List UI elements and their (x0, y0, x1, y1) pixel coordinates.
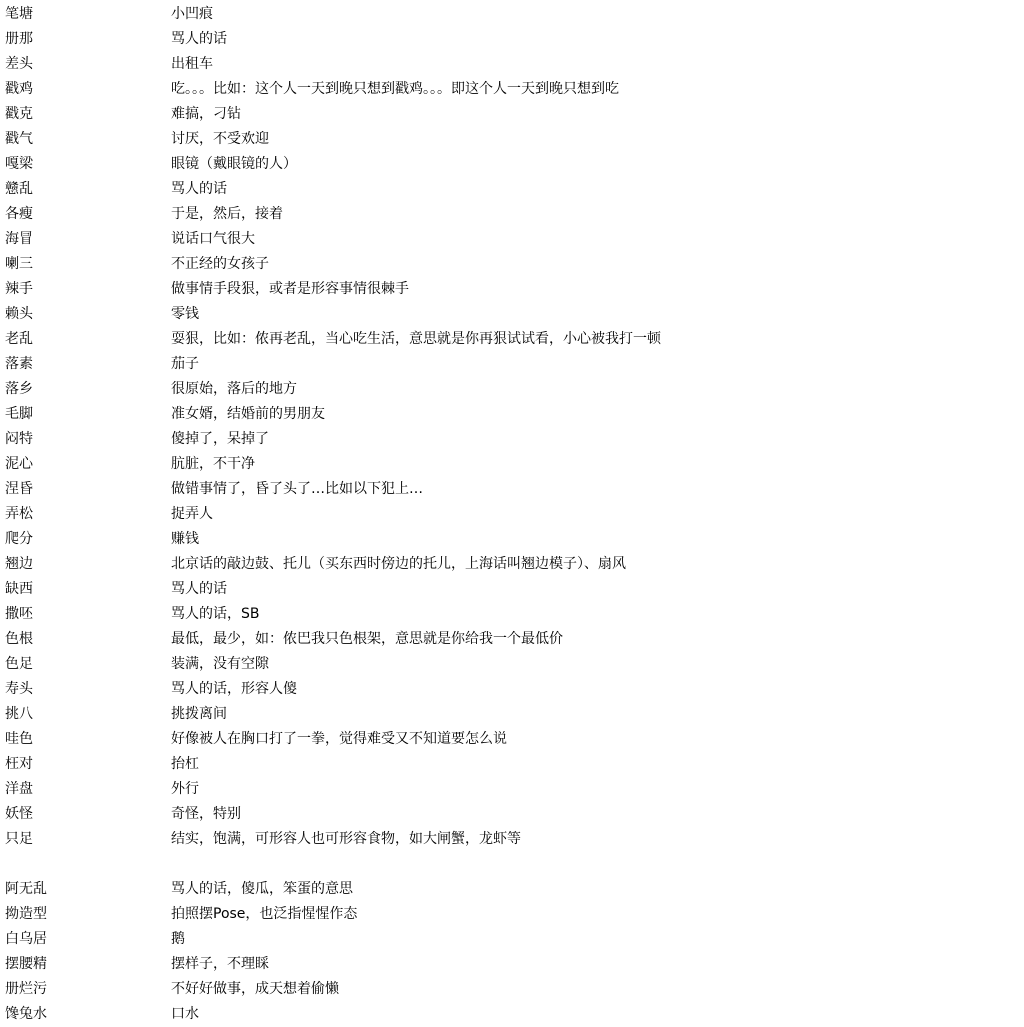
definition-cell: 茄子 (171, 356, 199, 372)
term-cell: 落乡 (5, 381, 33, 397)
definition-cell: 说话口气很大 (171, 231, 255, 247)
definition-cell: 最低，最少，如：侬巴我只色根架，意思就是你给我一个最低价 (171, 631, 563, 647)
glossary-row (0, 402, 1024, 427)
definition-cell: 拍照摆Pose，也泛指惺惺作态 (171, 906, 358, 922)
term-cell: 戳克 (5, 106, 33, 122)
term-cell: 海冒 (5, 231, 33, 247)
glossary-row (0, 702, 1024, 727)
glossary-row (0, 502, 1024, 527)
definition-cell: 肮脏，不干净 (171, 456, 255, 472)
glossary-row (0, 352, 1024, 377)
term-cell: 弄松 (5, 506, 33, 522)
glossary-row (0, 452, 1024, 477)
glossary-row (0, 877, 1024, 902)
term-cell: 只足 (5, 831, 33, 847)
glossary-row (0, 527, 1024, 552)
term-cell: 辣手 (5, 281, 33, 297)
glossary-row (0, 477, 1024, 502)
term-cell: 色根 (5, 631, 33, 647)
definition-cell: 耍狠，比如：侬再老乱，当心吃生活，意思就是你再狠试试看，小心被我打一顿 (171, 331, 661, 347)
definition-cell: 骂人的话，形容人傻 (171, 681, 297, 697)
glossary-row (0, 302, 1024, 327)
glossary-row (0, 552, 1024, 577)
definition-cell: 骂人的话 (171, 31, 227, 47)
glossary-group-two-char-terms (0, 2, 1024, 852)
definition-cell: 挑拨离间 (171, 706, 227, 722)
definition-cell: 外行 (171, 781, 199, 797)
glossary-row (0, 277, 1024, 302)
definition-cell: 好像被人在胸口打了一拳，觉得难受又不知道要怎么说 (171, 731, 507, 747)
glossary-row (0, 627, 1024, 652)
term-cell: 枉对 (5, 756, 33, 772)
term-cell: 戳气 (5, 131, 33, 147)
definition-cell: 骂人的话 (171, 181, 227, 197)
glossary-row (0, 202, 1024, 227)
term-cell: 爬分 (5, 531, 33, 547)
glossary-row (0, 327, 1024, 352)
definition-cell: 不正经的女孩子 (171, 256, 269, 272)
term-cell: 闷特 (5, 431, 33, 447)
glossary-row (0, 677, 1024, 702)
glossary-row (0, 977, 1024, 1002)
term-cell: 差头 (5, 56, 33, 72)
definition-cell: 很原始，落后的地方 (171, 381, 297, 397)
glossary-row (0, 227, 1024, 252)
term-cell: 各瘦 (5, 206, 33, 222)
definition-cell: 捉弄人 (171, 506, 213, 522)
glossary-row (0, 602, 1024, 627)
definition-cell: 出租车 (171, 56, 213, 72)
definition-cell: 骂人的话，SB (171, 606, 260, 622)
definition-cell: 不好好做事，成天想着偷懒 (171, 981, 339, 997)
definition-cell: 傻掉了，呆掉了 (171, 431, 269, 447)
definition-cell: 准女婿，结婚前的男朋友 (171, 406, 325, 422)
term-cell: 毛脚 (5, 406, 33, 422)
definition-cell: 小凹痕 (171, 6, 213, 22)
glossary-row (0, 377, 1024, 402)
term-cell: 戳鸡 (5, 81, 33, 97)
term-cell: 喇三 (5, 256, 33, 272)
term-cell: 册烂污 (5, 981, 47, 997)
glossary-row (0, 577, 1024, 602)
term-cell: 色足 (5, 656, 33, 672)
definition-cell: 难搞，刁钻 (171, 106, 241, 122)
definition-cell: 做错事情了，昏了头了…比如以下犯上… (171, 481, 423, 497)
definition-cell: 奇怪，特别 (171, 806, 241, 822)
definition-cell: 吃。。。比如：这个人一天到晚只想到戳鸡。。。即这个人一天到晚只想到吃 (171, 81, 619, 97)
term-cell: 笔塘 (5, 6, 33, 22)
term-cell: 白乌居 (5, 931, 47, 947)
glossary-row (0, 27, 1024, 52)
glossary-row (0, 427, 1024, 452)
term-cell: 寿头 (5, 681, 33, 697)
definition-cell: 做事情手段狠，或者是形容事情很棘手 (171, 281, 409, 297)
term-cell: 洋盘 (5, 781, 33, 797)
term-cell: 拗造型 (5, 906, 47, 922)
glossary-row (0, 177, 1024, 202)
glossary-row (0, 102, 1024, 127)
term-cell: 妖怪 (5, 806, 33, 822)
term-cell: 挑八 (5, 706, 33, 722)
definition-cell: 眼镜（戴眼镜的人） (171, 156, 297, 172)
definition-cell: 讨厌，不受欢迎 (171, 131, 269, 147)
glossary-row (0, 127, 1024, 152)
glossary-row (0, 727, 1024, 752)
term-cell: 老乱 (5, 331, 33, 347)
definition-cell: 赚钱 (171, 531, 199, 547)
glossary-row (0, 152, 1024, 177)
term-cell: 涅昏 (5, 481, 33, 497)
definition-cell: 结实，饱满，可形容人也可形容食物，如大闸蟹，龙虾等 (171, 831, 521, 847)
definition-cell: 鹅 (171, 931, 185, 947)
glossary-row (0, 652, 1024, 677)
glossary-row (0, 52, 1024, 77)
definition-cell: 装满，没有空隙 (171, 656, 269, 672)
term-cell: 摆腰精 (5, 956, 47, 972)
term-cell: 册那 (5, 31, 33, 47)
definition-cell: 零钱 (171, 306, 199, 322)
definition-cell: 北京话的敲边鼓、托儿（买东西时傍边的托儿，上海话叫翘边模子）、扇风 (171, 556, 626, 572)
glossary-group-three-char-terms (0, 877, 1024, 1027)
glossary-row (0, 752, 1024, 777)
term-cell: 阿无乱 (5, 881, 47, 897)
glossary-row (0, 952, 1024, 977)
glossary-row (0, 777, 1024, 802)
definition-cell: 骂人的话 (171, 581, 227, 597)
term-cell: 嘎梁 (5, 156, 33, 172)
definition-cell: 抬杠 (171, 756, 199, 772)
term-cell: 翘边 (5, 556, 33, 572)
term-cell: 落素 (5, 356, 33, 372)
term-cell: 撒呸 (5, 606, 33, 622)
glossary-row (0, 902, 1024, 927)
glossary-list (0, 2, 1024, 1027)
definition-cell: 口水 (171, 1006, 199, 1022)
term-cell: 赖头 (5, 306, 33, 322)
glossary-row (0, 252, 1024, 277)
term-cell: 缺西 (5, 581, 33, 597)
term-cell: 馋兔水 (5, 1006, 47, 1022)
glossary-row (0, 1002, 1024, 1027)
term-cell: 哇色 (5, 731, 33, 747)
glossary-row (0, 802, 1024, 827)
glossary-row (0, 827, 1024, 852)
term-cell: 泥心 (5, 456, 33, 472)
definition-cell: 摆样子，不理睬 (171, 956, 269, 972)
glossary-row (0, 77, 1024, 102)
definition-cell: 骂人的话，傻瓜，笨蛋的意思 (171, 881, 353, 897)
glossary-row (0, 2, 1024, 27)
group-spacer (0, 852, 1024, 877)
definition-cell: 于是，然后，接着 (171, 206, 283, 222)
glossary-row (0, 927, 1024, 952)
term-cell: 戆乱 (5, 181, 33, 197)
